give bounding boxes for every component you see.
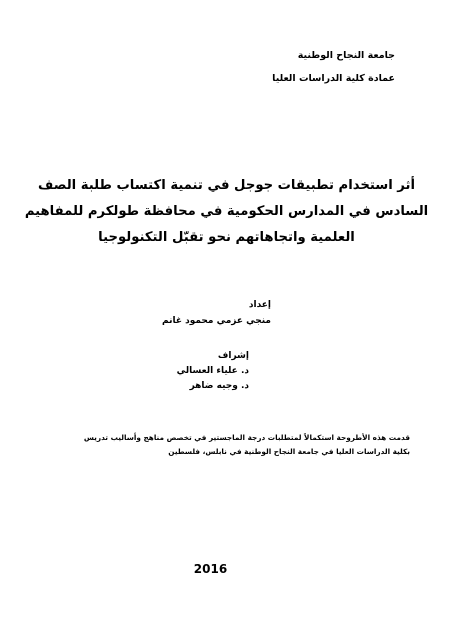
- submission-note-line-2: بكلية الدراسات العليا في جامعة النجاح الوطنية في نابلس، فلسطين: [168, 447, 410, 456]
- thesis-title-line-1: أثر استخدام تطبيقات جوجل في تنمية اكتساب طلبة الصف: [38, 178, 415, 193]
- preparation-label: إعداد: [248, 300, 271, 310]
- thesis-title: [0, 173, 453, 251]
- year-block: [0, 561, 453, 577]
- supervision-block: [177, 349, 249, 394]
- submission-note-line-1: قدمت هذه الأطروحة استكمالاً لمتطلبات درجة الماجستير في تخصص مناهج وأساليب تدريس: [83, 433, 410, 442]
- supervisor-1: د. علياء العسالي: [176, 366, 249, 376]
- submission-note: [84, 431, 410, 459]
- preparation-block: [162, 297, 271, 329]
- thesis-title-line-2: السادس في المدارس الحكومية في محافظة طولكرم للمفاهيم: [24, 204, 429, 219]
- institution-header: [272, 44, 395, 90]
- university-name: جامعة النجاح الوطنية: [297, 50, 395, 61]
- thesis-title-line-3: العلمية واتجاهاتهم نحو تقبّل التكنولوجيا: [98, 230, 355, 245]
- supervisor-2: د. وجيه ضاهر: [189, 381, 249, 391]
- author-name: منجي عزمي محمود غانم: [162, 316, 271, 326]
- faculty-name: عمادة كلية الدراسات العليا: [272, 73, 395, 84]
- supervision-label: إشراف: [217, 351, 249, 361]
- submission-year: 2016: [193, 562, 228, 576]
